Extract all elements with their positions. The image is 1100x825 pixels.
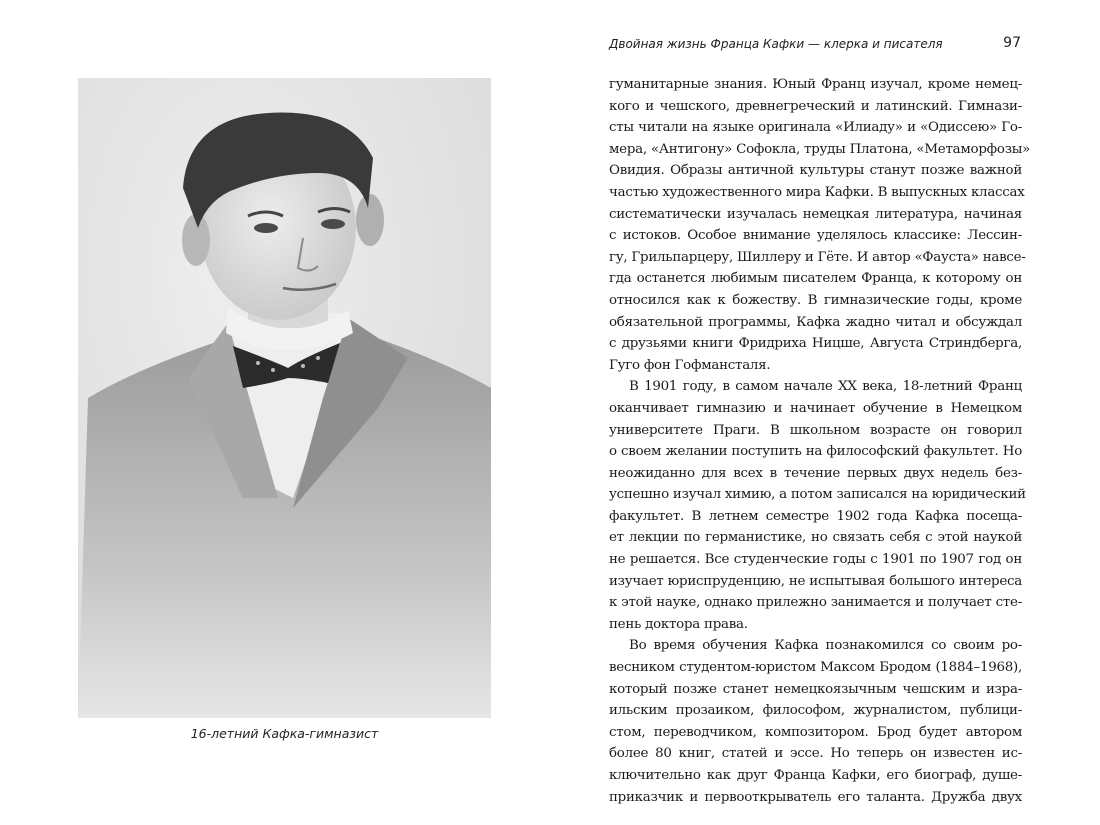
text-line: гу, Грильпарцеру, Шиллеру и Гёте. И автор «Фауста» навсе- — [609, 249, 1026, 265]
text-line: обязательной программы, Кафка жадно читал и обсуждал — [609, 314, 1022, 330]
text-line: ключительно как друг Франца Кафки, его биограф, душе- — [609, 768, 1022, 783]
text-line: ет лекции по германистике, но связать себя с этой наукой — [609, 530, 1022, 546]
text-line: неожиданно для всех в течение первых двух недель без- — [609, 465, 1022, 481]
running-head: Двойная жизнь Франца Кафки — клерка и писателя — [609, 37, 943, 51]
text-line: стом, переводчиком, композитором. Брод будет автором — [609, 724, 1022, 740]
page-number: 97 — [1003, 35, 1021, 51]
text-line: который позже станет немецкоязычным чешским и изра- — [609, 681, 1022, 697]
text-line: гда останется любимым писателем Франца, к которому он — [609, 271, 1022, 287]
text-line: относился как к божеству. В гимназические годы, кроме — [609, 292, 1022, 308]
text-line: мера, «Антигону» Софокла, труды Платона, «Метаморфозы» — [609, 141, 1031, 157]
portrait-photo — [78, 78, 491, 718]
text-line: университете Праги. В школьном возрасте он говорил — [609, 422, 1022, 438]
text-line: не решается. Все студенческие годы с 1901 по 1907 год он — [609, 552, 1022, 568]
text-line: частью художественного мира Кафки. В выпускных классах — [609, 184, 1025, 200]
text-line: ильским прозаиком, философом, журналистом, публици- — [609, 703, 1022, 719]
text-line: с истоков. Особое внимание уделялось классике: Лессин- — [609, 228, 1022, 244]
text-line: пень доктора права. — [609, 616, 748, 632]
text-line: Овидия. Образы античной культуры станут позже важной — [609, 163, 1022, 179]
text-line: к этой науке, однако прилежно занимается и получает сте- — [609, 595, 1022, 611]
text-line: сты читали на языке оригинала «Илиаду» и «Одиссею» Го- — [609, 120, 1022, 136]
text-line: В 1901 году, в самом начале XX века, 18-летний Франц — [629, 379, 1022, 395]
text-line: с друзьями книги Фридриха Ницше, Августа Стриндберга, — [609, 336, 1022, 352]
text-line: Во время обучения Кафка познакомился со своим ро- — [629, 638, 1022, 654]
text-line: кого и чешского, древнегреческий и латинский. Гимнази- — [609, 98, 1022, 114]
text-line: изучает юриспруденцию, не испытывая большого интереса — [609, 573, 1022, 589]
body-text — [609, 74, 1031, 808]
text-line: успешно изучал химию, а потом записался на юридический — [609, 487, 1026, 503]
text-line: факультет. В летнем семестре 1902 года Кафка посеща- — [609, 508, 1022, 524]
photo-caption: 16-летний Кафка-гимназист — [190, 726, 379, 741]
text-line: Гуго фон Гофмансталя. — [609, 357, 771, 373]
text-line: гуманитарные знания. Юный Франц изучал, кроме немец- — [609, 77, 1022, 92]
text-line: более 80 книг, статей и эссе. Но теперь он известен ис- — [609, 746, 1022, 762]
text-line: оканчивает гимназию и начинает обучение в Немецком — [609, 400, 1022, 416]
portrait-illustration — [78, 78, 491, 718]
text-line: о своем желании поступить на философский факультет. Но — [609, 444, 1022, 460]
text-line: систематически изучалась немецкая литература, начиная — [609, 206, 1022, 222]
text-line: весником студентом-юристом Максом Бродом (1884–1968), — [609, 660, 1022, 676]
text-line: приказчик и первооткрыватель его таланта. Дружба двух — [609, 789, 1022, 805]
